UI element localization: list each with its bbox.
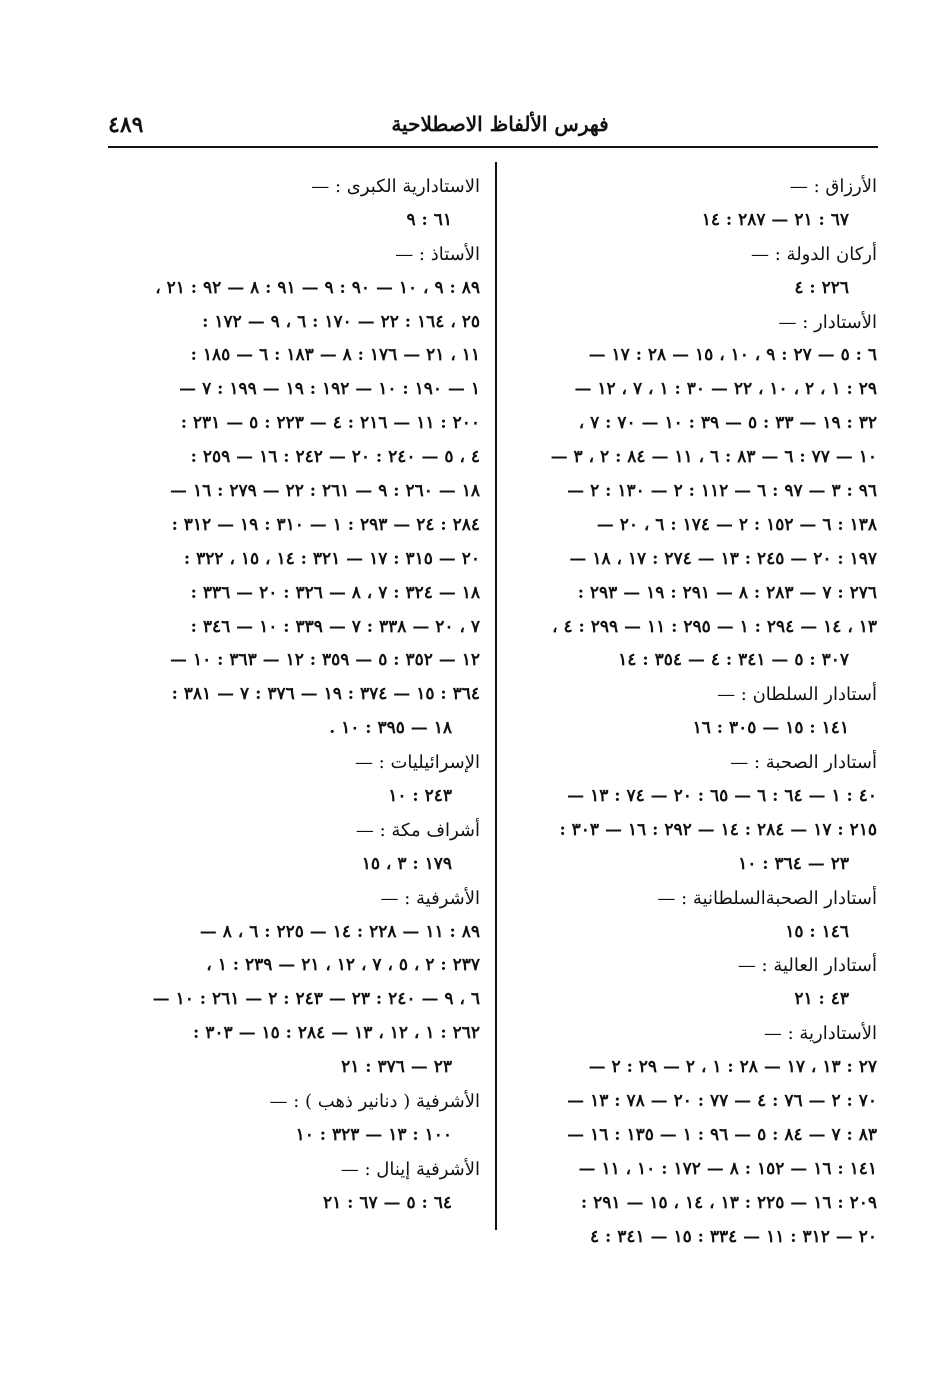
index-references: ٩٦ : ٣ — ٩٧ : ٦ — ١١٢ : ٢ — ١٣٠ : ٢ —: [567, 481, 877, 502]
index-term: أستادار الصحبةالسلطانية : —: [657, 887, 877, 909]
index-term: أستادار العالية : —: [737, 955, 877, 977]
index-references: ١٨ — ٣٢٤ : ٧ ، ٨ — ٣٢٦ : ٢٠ — ٣٣٦ :: [190, 582, 480, 603]
index-references: ٢٧٦ : ٧ — ٢٨٣ : ٨ — ٢٩١ : ١٩ — ٢٩٣ :: [577, 582, 877, 603]
index-references: ١٤٦ : ١٥: [785, 921, 849, 942]
index-references: ٣٠٧ : ٥ — ٣٤١ : ٤ — ٣٥٤ : ١٤: [618, 650, 849, 671]
left-column: [108, 170, 480, 1221]
index-references: ٢٨٤ : ٢٤ — ٢٩٣ : ١ — ٣١٠ : ١٩ — ٣١٢ :: [171, 514, 480, 535]
index-term: الأستادار : —: [778, 311, 877, 333]
index-references: ١٤١ : ١٦ — ١٥٢ : ٨ — ١٧٢ : ١٠ ، ١١ —: [578, 1158, 877, 1179]
index-references: ٢٠٠ : ١١ — ٢١٦ : ٤ — ٢٢٣ : ٥ — ٢٣١ :: [180, 413, 480, 434]
index-references: ٦ : ٥ — ٢٧ : ٩ ، ١٠ ، ١٥ — ٢٨ : ١٧ —: [588, 345, 877, 366]
index-references: ٢٥ ، ١٦٤ : ٢٢ — ١٧٠ : ٦ ، ٩ — ١٧٢ :: [202, 311, 480, 332]
index-references: ٧ ، ٢٠ — ٣٣٨ : ٧ — ٣٣٩ : ١٠ — ٣٤٦ :: [190, 616, 480, 637]
index-references: ٢٩ : ١ ، ٢ ، ١٠ ، ٢٢ — ٣٠ : ١ ، ٧ ، ١٢ —: [574, 379, 877, 400]
index-references: ٢٣٧ : ٢ ، ٥ ، ٧ ، ١٢ ، ٢١ — ٢٣٩ : ١ ،: [206, 955, 480, 976]
index-references: ١٨ — ٣٩٥ : ١٠ .: [329, 718, 452, 739]
index-references: ٦١ : ٩: [406, 209, 452, 230]
index-references: ١٧٩ : ٣ ، ١٥: [361, 853, 452, 874]
index-references: ٤٠ : ١ — ٦٤ : ٦ — ٦٥ : ٢٠ — ٧٤ : ١٣ —: [567, 786, 877, 807]
index-references: ٨٩ : ٩ ، ١٠ — ٩٠ : ٩ — ٩١ : ٨ — ٩٢ : ٢١ ،: [155, 277, 480, 298]
index-term: الأستادارية : —: [763, 1023, 877, 1045]
index-references: ١٢ — ٣٥٢ : ٥ — ٣٥٩ : ١٢ — ٣٦٣ : ١٠ —: [170, 650, 480, 671]
index-references: ١٨ — ٢٦٠ : ٩ — ٢٦١ : ٢٢ — ٢٧٩ : ١٦ —: [170, 481, 480, 502]
index-references: ١٤١ : ١٥ — ٣٠٥ : ١٦: [692, 718, 849, 739]
index-term: الإسرائيليات : —: [354, 752, 480, 774]
index-references: ٢٧ : ١٣ ، ١٧ — ٢٨ : ١ ، ٢ — ٢٩ : ٢ —: [588, 1057, 877, 1078]
right-column: [515, 170, 877, 1255]
index-references: ٤ ، ٥ — ٢٤٠ : ٢٠ — ٢٤٢ : ١٦ — ٢٥٩ :: [190, 447, 480, 468]
index-references: ٦ ، ٩ — ٢٤٠ : ٢٣ — ٢٤٣ : ٢ — ٢٦١ : ١٠ —: [152, 989, 480, 1010]
index-references: ٧٠ : ٢ — ٧٦ : ٤ — ٧٧ : ٢٠ — ٧٨ : ١٣ —: [567, 1091, 877, 1112]
index-references: ٢٣ — ٣٦٤ : ١٠: [738, 853, 849, 874]
header-rule: [108, 146, 878, 148]
index-term: الأشرفية إينال : —: [340, 1158, 480, 1180]
index-references: ٢٦٢ : ١ ، ١٢ ، ١٣ — ٢٨٤ : ١٥ — ٣٠٣ :: [193, 1023, 480, 1044]
index-term: أركان الدولة : —: [751, 243, 877, 265]
index-term: الأستاذ : —: [395, 243, 480, 265]
index-references: ١ — ١٩٠ : ١٠ — ١٩٢ : ١٩ — ١٩٩ : ٧ —: [179, 379, 480, 400]
page-title: فهرس الألفاظ الاصطلاحية: [391, 112, 609, 136]
index-references: ٦٤ : ٥ — ٦٧ : ٢١: [322, 1192, 452, 1213]
index-term: الأرزاق : —: [789, 176, 877, 197]
index-references: ٨٣ : ٧ — ٨٤ : ٥ — ٩٦ : ١ — ١٣٥ : ١٦ —: [567, 1124, 877, 1145]
index-references: ١٣٨ : ٦ — ١٥٢ : ٢ — ١٧٤ : ٦ ، ٢٠ —: [596, 514, 877, 535]
index-references: ٤٣ : ٢١: [794, 989, 849, 1010]
index-references: ٢٠ — ٣١٥ : ١٧ — ٣٢١ : ١٤ ، ١٥ ، ٣٢٢ :: [183, 548, 480, 569]
index-term: الأشرفية ( دنانير ذهب ) : —: [269, 1091, 480, 1113]
index-term: أشراف مكة : —: [355, 819, 480, 841]
index-references: ٢٤٣ : ١٠: [388, 786, 452, 807]
index-references: ٣٦٤ : ١٥ — ٣٧٤ : ١٩ — ٣٧٦ : ٧ — ٣٨١ :: [171, 684, 480, 705]
column-divider: [495, 162, 497, 1230]
index-term: أستادار الصحبة : —: [730, 752, 877, 774]
index-references: ١٠٠ : ١٣ — ٣٢٣ : ١٠: [295, 1124, 452, 1145]
index-references: ٨٩ : ١١ — ٢٢٨ : ١٤ — ٢٢٥ : ٦ ، ٨ —: [199, 921, 480, 942]
index-term: أستادار السلطان : —: [717, 684, 877, 706]
index-term: الاستادارية الكبرى : —: [311, 176, 480, 197]
index-references: ٢١٥ : ١٧ — ٢٨٤ : ١٤ — ٢٩٢ : ١٦ — ٣٠٣ :: [559, 819, 877, 840]
index-references: ١٩٧ : ٢٠ — ٢٤٥ : ١٣ — ٢٧٤ : ١٧ ، ١٨ —: [569, 548, 877, 569]
index-references: ٢٠٩ : ١٦ — ٢٢٥ : ١٣ ، ١٤ ، ١٥ — ٢٩١ :: [580, 1192, 877, 1213]
index-references: ١٣ ، ١٤ — ٢٩٤ : ١ — ٢٩٥ : ١١ — ٢٩٩ : ٤ ،: [552, 616, 877, 637]
index-references: ٢٢٦ : ٤: [794, 277, 849, 298]
index-references: ٢٣ — ٣٧٦ : ٢١: [341, 1057, 452, 1078]
index-term: الأشرفية : —: [380, 887, 480, 909]
page-number: ٤٨٩: [108, 112, 144, 138]
index-references: ٦٧ : ٢١ — ٢٨٧ : ١٤: [701, 209, 849, 230]
index-references: ٢٠ — ٣١٢ : ١١ — ٣٣٤ : ١٥ — ٣٤١ : ٤: [589, 1226, 877, 1247]
index-references: ٣٢ : ١٩ — ٣٣ : ٥ — ٣٩ : ١٠ — ٧٠ : ٧ ،: [578, 413, 877, 434]
index-references: ١٠ — ٧٧ : ٦ — ٨٣ : ٦ ، ١١ — ٨٤ : ٢ ، ٣ —: [550, 447, 877, 468]
index-references: ١١ ، ٢١ — ١٧٦ : ٨ — ١٨٣ : ٦ — ١٨٥ :: [190, 345, 480, 366]
